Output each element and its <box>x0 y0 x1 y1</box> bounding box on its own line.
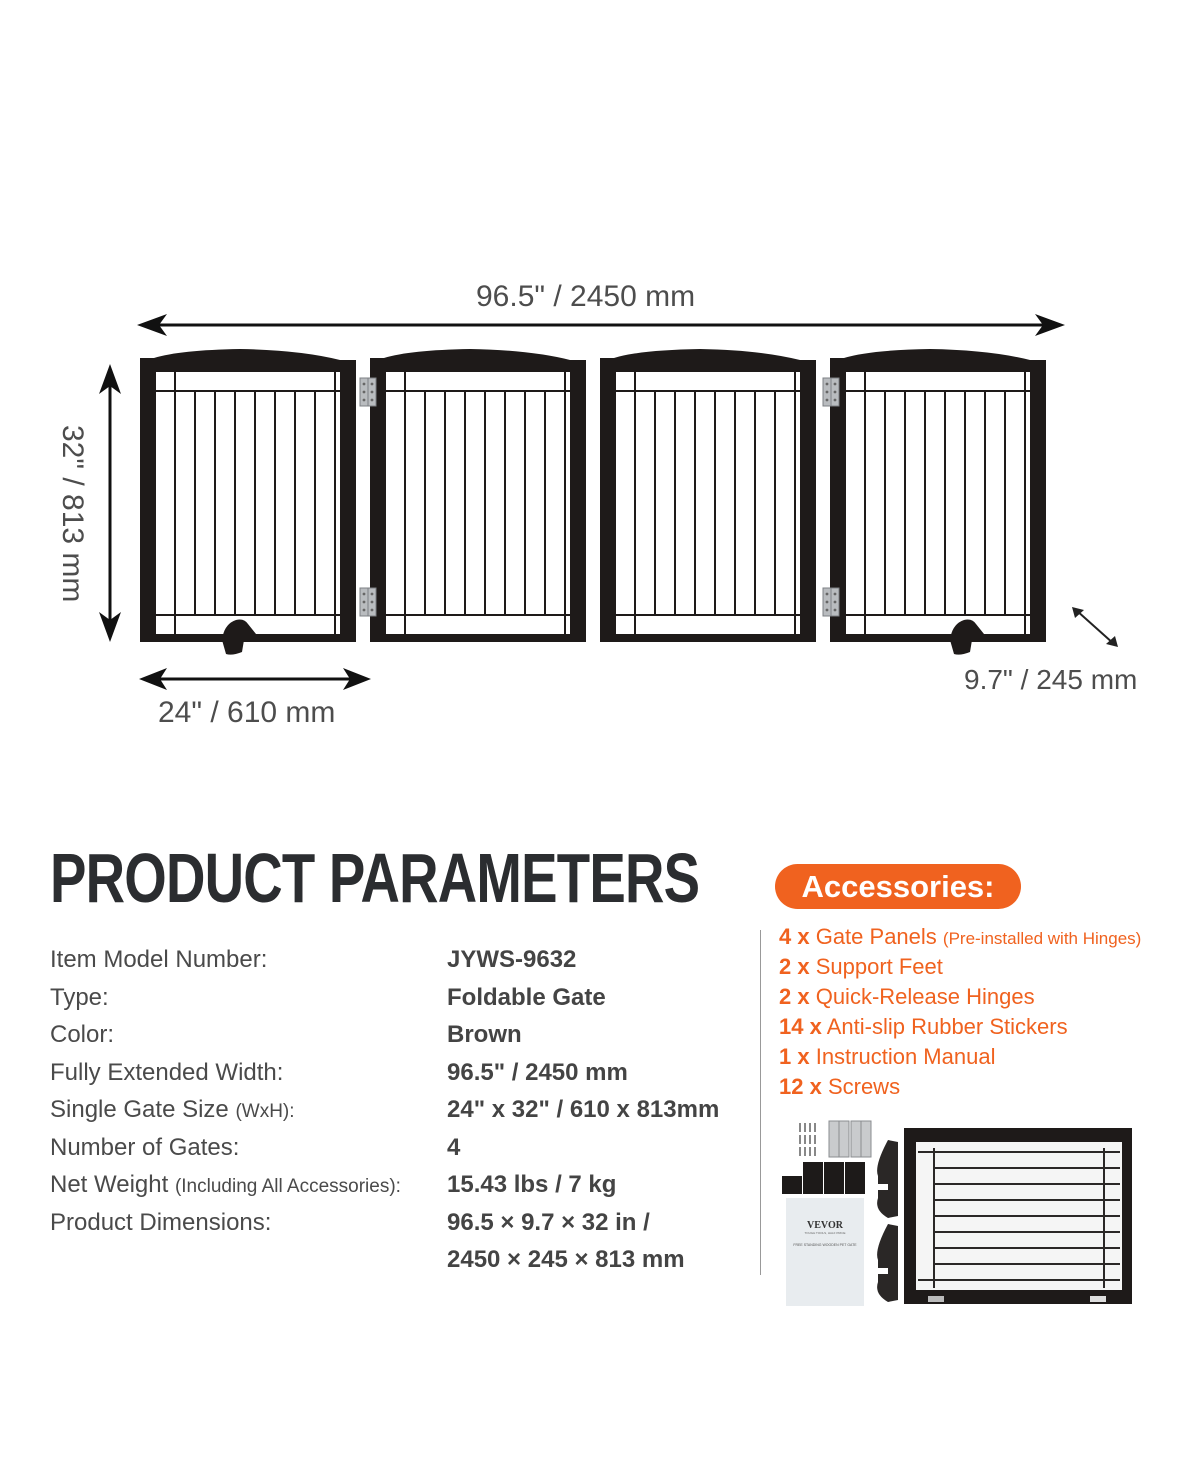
param-value: 4 <box>447 1134 461 1161</box>
gate-illustration <box>138 338 1064 658</box>
param-row <box>50 984 750 1022</box>
depth-arrow-icon <box>1070 605 1120 649</box>
param-value: Foldable Gate <box>447 984 606 1011</box>
param-value: 24" x 32" / 610 x 813mm <box>447 1096 720 1123</box>
manual-doc-title: FREE STANDING WOODEN PET GATE <box>793 1243 857 1247</box>
param-value: 96.5" / 2450 mm <box>447 1059 628 1086</box>
param-row <box>50 1134 750 1172</box>
param-row <box>50 1209 750 1247</box>
width-arrow-icon <box>135 310 1067 340</box>
panel-width-label: 24" / 610 mm <box>158 696 336 729</box>
accessories-image <box>778 1118 1138 1308</box>
param-row <box>50 1021 750 1059</box>
accessory-item: 12 x Screws <box>779 1074 901 1099</box>
param-row <box>50 1096 750 1134</box>
param-label: Fully Extended Width: <box>50 1059 284 1086</box>
rubber-stickers <box>845 1162 865 1194</box>
page-title: PRODUCT PARAMETERS <box>50 839 700 917</box>
accessory-item: 14 x Anti-slip Rubber Stickers <box>779 1014 1068 1039</box>
param-value: Brown <box>447 1021 522 1048</box>
param-value: JYWS-9632 <box>447 946 577 973</box>
rubber-stickers <box>803 1162 823 1194</box>
divider <box>760 930 761 1275</box>
folded-gate-icon <box>904 1128 1134 1306</box>
param-value: 96.5 × 9.7 × 32 in / <box>447 1209 650 1236</box>
height-label: 32" / 813 mm <box>56 425 89 603</box>
panel-width-arrow-icon <box>137 664 373 694</box>
param-label: Number of Gates: <box>50 1134 240 1161</box>
depth-label: 9.7" / 245 mm <box>964 664 1138 695</box>
param-value: 15.43 lbs / 7 kg <box>447 1171 617 1198</box>
param-row <box>50 1171 750 1209</box>
param-label: Net Weight (Including All Accessories): <box>50 1171 401 1198</box>
manual-tagline: TOUGH TOOLS, HALF PRICE <box>804 1231 846 1235</box>
instruction-manual <box>786 1198 864 1306</box>
screws-icon <box>798 1122 820 1158</box>
total-width-label: 96.5" / 2450 mm <box>476 280 696 313</box>
param-label: Single Gate Size (WxH): <box>50 1096 295 1123</box>
param-value: 2450 × 245 × 813 mm <box>447 1246 685 1273</box>
param-label: Type: <box>50 984 109 1011</box>
param-label: Color: <box>50 1021 115 1048</box>
accessory-item: 1 x Instruction Manual <box>779 1044 996 1069</box>
support-feet-icon <box>874 1140 900 1304</box>
accessory-item: 2 x Quick-Release Hinges <box>779 984 1035 1009</box>
rubber-stickers <box>782 1176 802 1194</box>
height-arrow-icon <box>95 362 125 644</box>
rubber-stickers <box>824 1162 844 1194</box>
param-row <box>50 1059 750 1097</box>
param-row <box>50 946 750 984</box>
accessories-badge <box>775 864 1021 909</box>
param-label: Product Dimensions: <box>50 1209 272 1236</box>
manual-brand: VEVOR <box>807 1220 843 1231</box>
accessory-item: 2 x Support Feet <box>779 954 943 979</box>
accessory-item: 4 x Gate Panels (Pre-installed with Hinges) <box>779 924 1142 949</box>
accessories-title: Accessories: <box>801 868 995 904</box>
hinges-icon <box>828 1118 872 1160</box>
param-row <box>50 1246 750 1284</box>
param-label: Item Model Number: <box>50 946 268 973</box>
